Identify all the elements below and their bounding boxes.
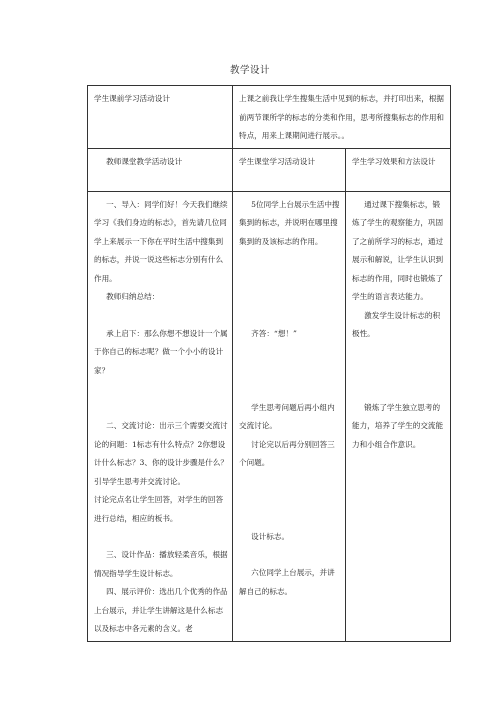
lesson-plan-table [87,85,451,642]
header-student: 学生课堂学习活动设计 [233,148,346,191]
pre-class-row [88,86,451,149]
document-title: 教学设计 [229,65,270,76]
student-activities [233,191,346,641]
header-row [88,148,451,191]
effect-notes [346,191,451,641]
pre-class-label: 学生课前学习活动设计 [88,86,233,149]
student-display: 5位同学上台展示生活中搜集到的标志，并说明在哪里搜集到的及该标志的作用。 [239,199,340,246]
student-design: 设计标志。 [251,531,290,541]
teacher-transition: 承上启下：那么你想不想设计一个属于你自己的标志呢？做一个小小的设计家？ [94,328,228,375]
effect-motivation: 激发学生设计标志的积极性。 [352,310,441,338]
teacher-display: 四、展示评价：选出几个优秀的作品上台展示，并让学生讲解这是什么标志以及标志中各元素的含义。老 [94,587,228,633]
effect-cooperation: 锻炼了学生独立思考的能力，培养了学生的交流能力和小组合作意识。 [352,402,444,449]
student-answer: 齐答：“想！” [251,329,297,338]
teacher-intro: 一、导入：同学们好！今天我们继续学习《我们身边的标志》，首先请几位同学上来展示一下你在平时生活中搜集到的标志，并说一说这些标志分别有什么作用。 [94,199,228,283]
student-present: 六位同学上台展示，并讲解自己的标志。 [239,568,335,596]
teacher-discussion: 二、交流讨论：出示三个需要交流讨论的问题：1标志有什么特点？2你想设计什么标志？3、你的设计步骤是什么？引导学生思考并交流讨论。 [94,421,228,486]
student-think: 学生思考问题后再小组内交流讨论。 [239,402,335,430]
effect-observation: 通过课下搜集标志，锻炼了学生的观察能力，巩固了之前所学习的标志，通过展示和解说，让学生认识到标志的作用，同时也锻炼了学生的语言表达能力。 [352,199,444,301]
student-reply: 讨论完以后再分别回答三个问题。 [239,439,335,467]
header-teacher: 教师课堂教学活动设计 [88,148,233,191]
teacher-design: 三、设计作品：播放轻柔音乐，根据情况指导学生设计标志。 [94,550,228,578]
teacher-summary-label: 教师归纳总结： [106,292,160,301]
teacher-discussion-summary: 讨论完点名让学生回答，对学生的回答进行总结，相应的板书。 [94,495,224,523]
pre-class-content: 上课之前我让学生搜集生活中见到的标志，并打印出来，根据前两节课所学的标志的分类和作用，思考所搜集标志的作用和特点，用来上课期间进行展示。。 [233,86,451,149]
activities-row [88,191,451,641]
teacher-activities [88,191,233,641]
header-effect: 学生学习效果和方法设计 [346,148,451,191]
